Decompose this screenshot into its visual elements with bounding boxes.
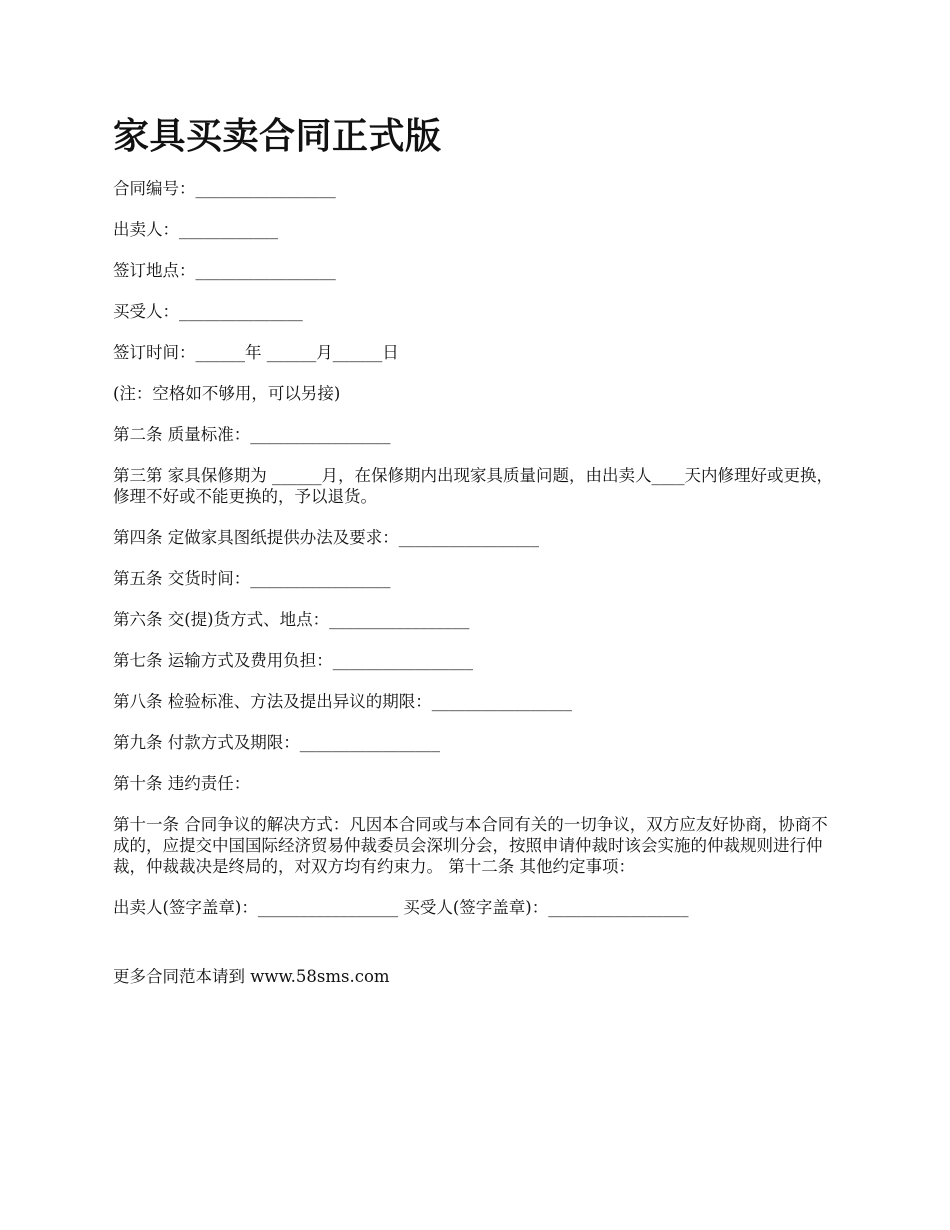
- signature-line: 出卖人(签字盖章)：_________________ 买受人(签字盖章)：_________________: [113, 898, 689, 917]
- article-10-liability: 第十条 违约责任：: [113, 774, 251, 793]
- document-title: 家具买卖合同正式版: [113, 115, 442, 157]
- document-page: [113, 112, 838, 1004]
- article-7-transport: 第七条 运输方式及费用负担：_________________: [113, 651, 473, 670]
- note-line: (注：空格如不够用，可以另接): [113, 384, 341, 403]
- signing-place-line: 签订地点：_________________: [113, 261, 336, 280]
- seller-line: 出卖人：____________: [113, 220, 278, 239]
- article-5-delivery-time: 第五条 交货时间：_________________: [113, 569, 391, 588]
- article-8-inspection: 第八条 检验标准、方法及提出异议的期限：_________________: [113, 692, 572, 711]
- article-11-disputes: 第十一条 合同争议的解决方式：凡因本合同或与本合同有关的一切争议，双方应友好协商，协商不成的，应提交中国国际经济贸易仲裁委员会深圳分会，按照申请仲裁时该会实施的仲裁规则进行仲裁，仲裁裁决是终局的，对双方均有约束力。 第十二条 其他约定事项：: [113, 815, 828, 876]
- contract-number-line: 合同编号：_________________: [113, 179, 336, 198]
- article-2-quality: 第二条 质量标准：_________________: [113, 425, 391, 444]
- footer-link-text: 更多合同范本请到 www.58sms.com: [113, 967, 390, 986]
- article-4-drawings: 第四条 定做家具图纸提供办法及要求：_________________: [113, 528, 539, 547]
- article-3-warranty: 第三第 家具保修期为 ______月，在保修期内出现家具质量问题，由出卖人____天内修理好或更换，修理不好或不能更换的，予以退货。: [113, 466, 833, 506]
- signing-date-line: 签订时间：______年 ______月______日: [113, 343, 399, 362]
- article-9-payment: 第九条 付款方式及期限：_________________: [113, 733, 440, 752]
- article-6-delivery-method: 第六条 交(提)货方式、地点：_________________: [113, 610, 470, 629]
- buyer-line: 买受人：_______________: [113, 302, 303, 321]
